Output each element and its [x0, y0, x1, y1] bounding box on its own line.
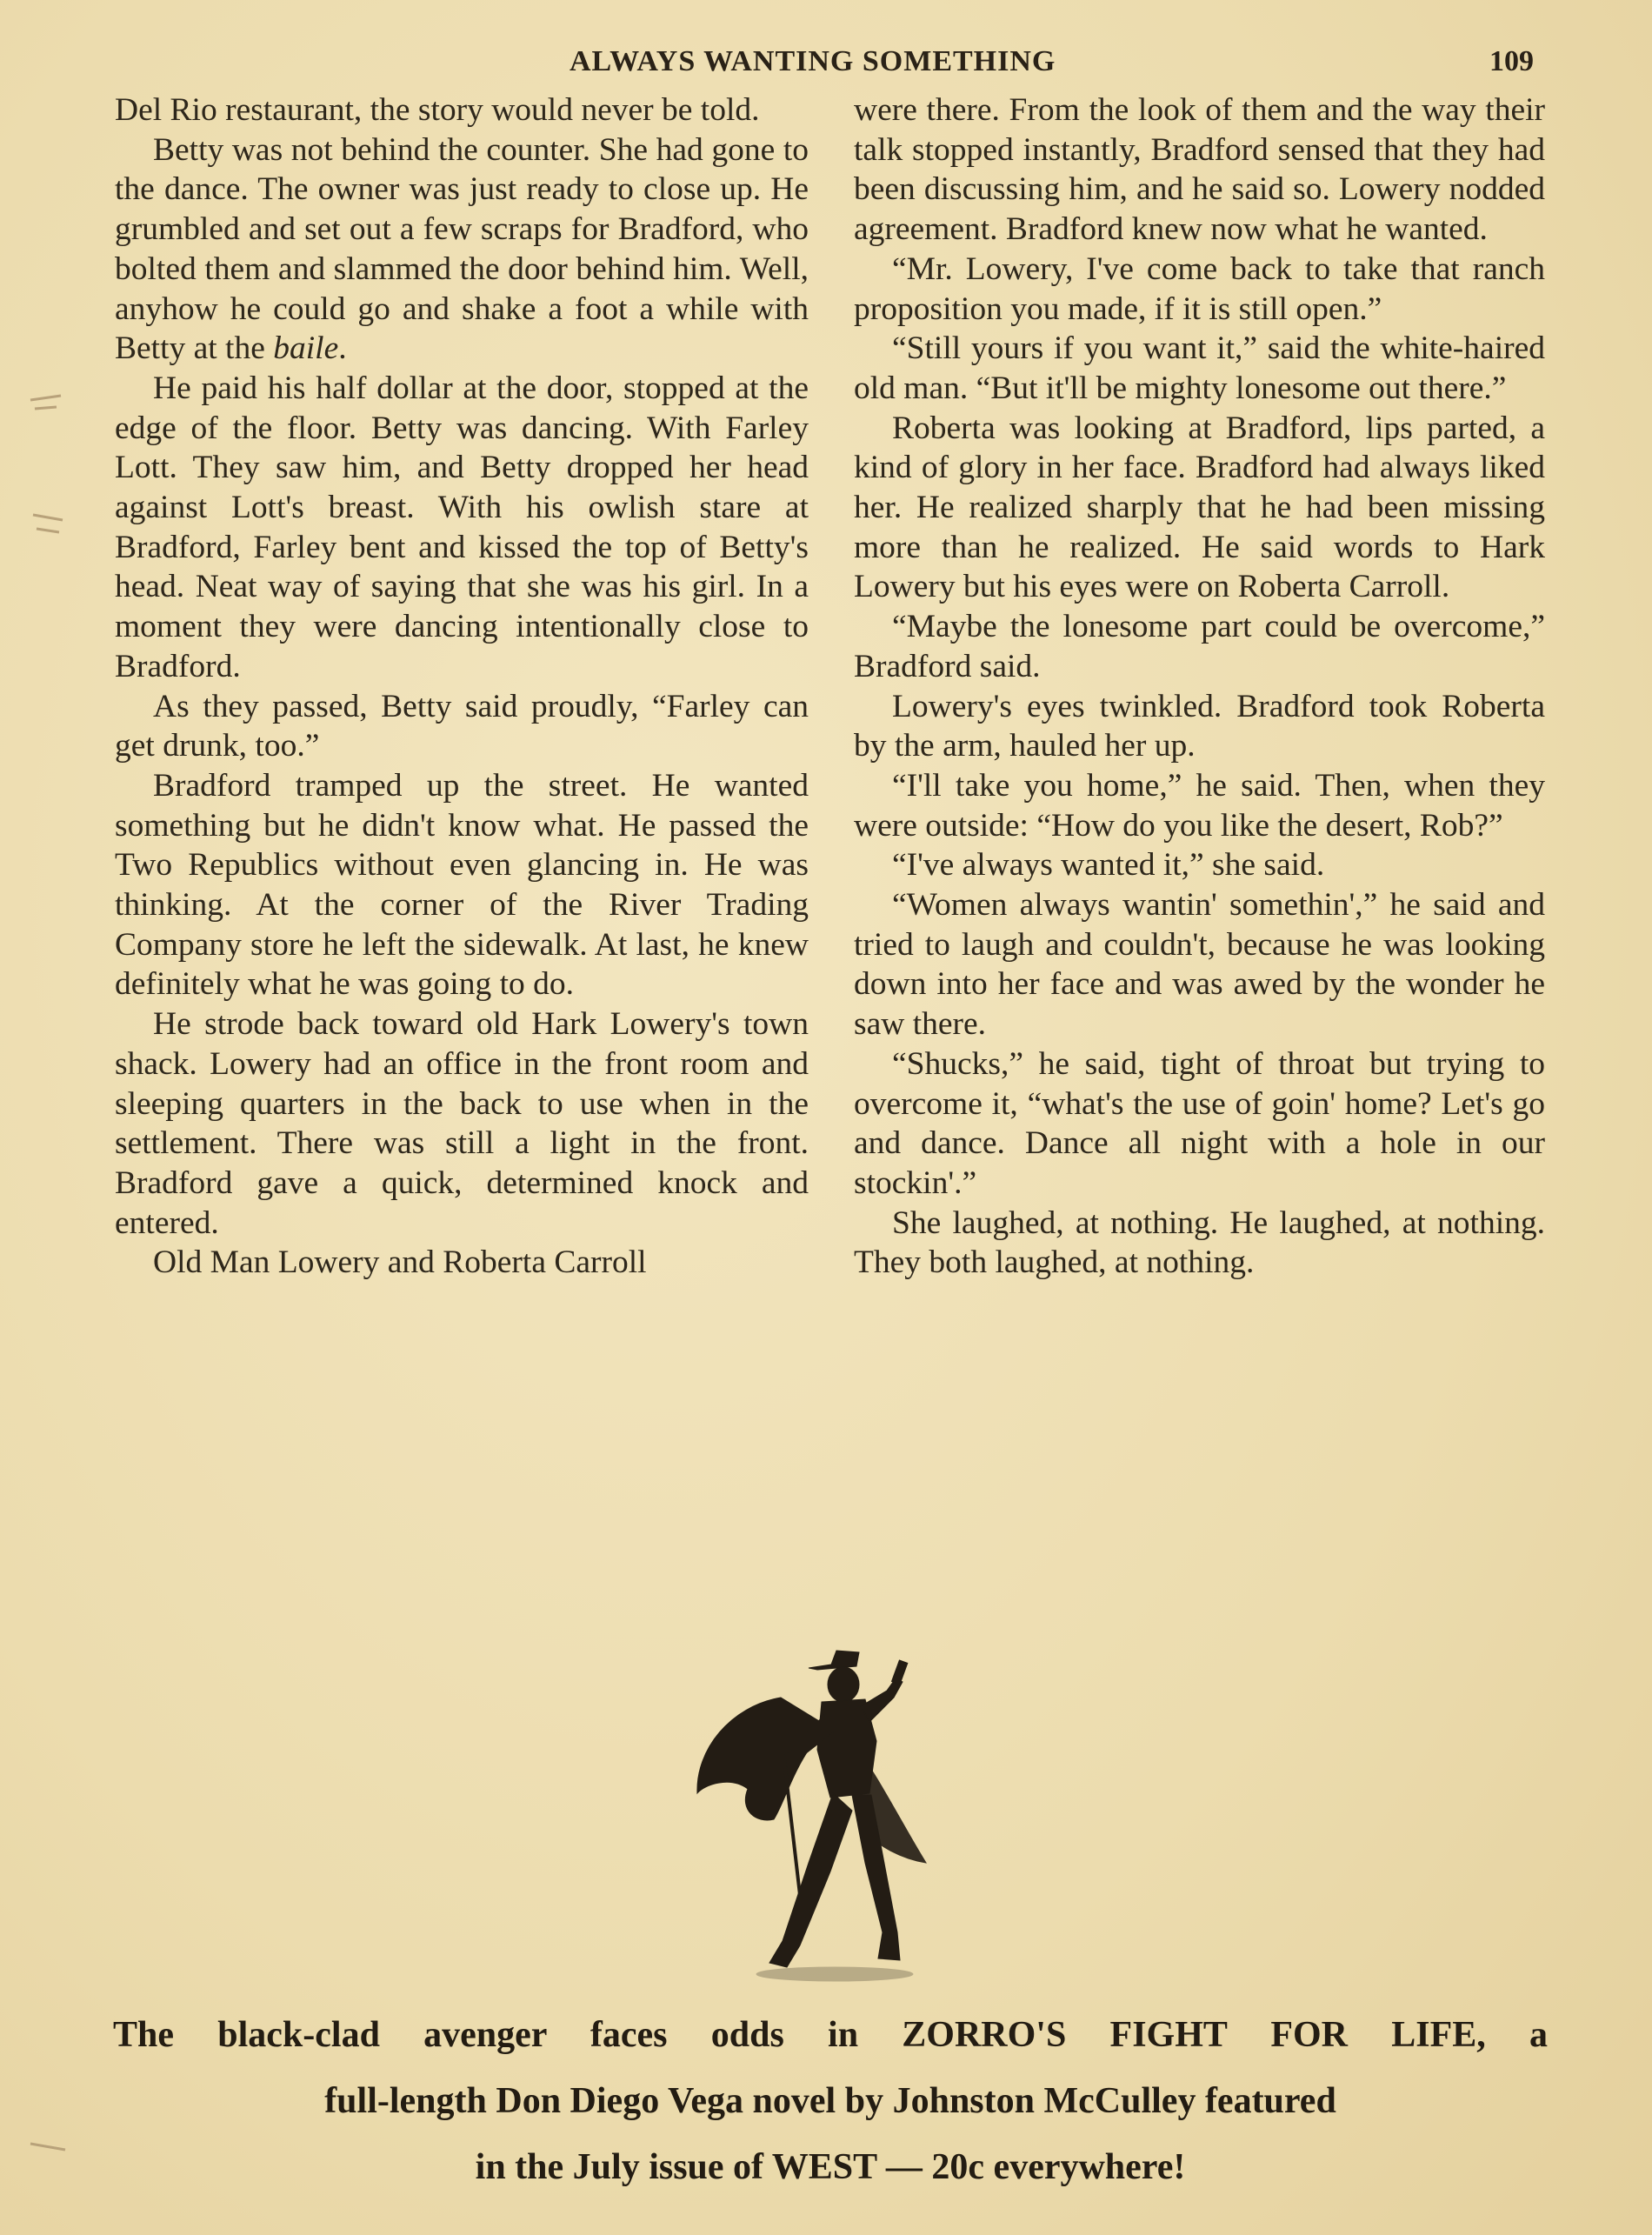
paragraph: Del Rio restaurant, the story would never be told. [115, 92, 760, 128]
page-number: 109 [1489, 45, 1534, 77]
paragraph: “Maybe the lonesome part could be overcome,” Bradford said. [854, 609, 1545, 684]
ad-line: The black-clad avenger faces odds in ZORRO'S FIGHT FOR LIFE, a [113, 2015, 1548, 2055]
paragraph: She laughed, at nothing. He laughed, at nothing. They both laughed, at nothing. [854, 1204, 1545, 1281]
paragraph: “I'll take you home,” he said. Then, when they were outside: “How do you like the desert, Rob?” [854, 767, 1545, 844]
running-title: ALWAYS WANTING SOMETHING [570, 45, 1056, 77]
paragraph: “I've always wanted it,” she said. [892, 847, 1325, 884]
paragraph: He strode back toward old Hark Lowery's town shack. Lowery had an office in the front room and sleeping quarters in the back to use when in the settlement. There was still a light in the front. Bradford gave a quick, determined knock and entered. [115, 1006, 809, 1241]
paragraph: “Shucks,” he said, tight of throat but trying to overcome it, “what's the use of goin' home? Let's go and dance. Dance all night with a hole in our stockin'.” [854, 1045, 1545, 1201]
paragraph: Old Man Lowery and Roberta Carroll [153, 1244, 647, 1281]
paragraph: Bradford tramped up the street. He wanted something but he didn't know what. He passed the Two Republics without even glancing in. He was thinking. At the corner of the River Trading Company store he left the sidewalk. At last, he knew definitely what he was going to do. [115, 767, 809, 1003]
right-column [854, 90, 1545, 1283]
paragraph: “Still yours if you want it,” said the white-haired old man. “But it'll be mighty lonesome out there.” [854, 330, 1545, 406]
paper-damage-mark [26, 383, 78, 417]
ad-line: in the July issue of WEST — 20c everywhere! [475, 2147, 1186, 2187]
advertisement [113, 2002, 1548, 2200]
ad-line: full-length Don Diego Vega novel by Johnston McCulley featured [324, 2081, 1336, 2121]
paragraph: He paid his half dollar at the door, stopped at the edge of the floor. Betty was dancing. With Farley Lott. They saw him, and Betty dropped her head against Lott's breast. With his owlish stare at Bradford, Farley bent and kissed the top of Betty's head. Neat way of saying that she was his girl. In a moment they were dancing intentionally close to Bradford. [115, 370, 809, 684]
paper-damage-mark [26, 504, 78, 539]
paragraph: As they passed, Betty said proudly, “Farley can get drunk, too.” [115, 688, 809, 764]
paragraph: Betty was not behind the counter. She had gone to the dance. The owner was just ready to close up. He grumbled and set out a few scraps for Bradford, who bolted them and slammed the door behind him. Well, anyhow he could go and shake a foot a while with Betty at the baile. [115, 131, 809, 367]
paragraph: Roberta was looking at Bradford, lips parted, a kind of glory in her face. Bradford had always liked her. He realized sharply that he had been missing more than he realized. He said words to Hark Lowery but his eyes were on Roberta Carroll. [854, 410, 1545, 605]
zorro-silhouette-icon [678, 1645, 974, 1993]
left-column [115, 90, 809, 1283]
paragraph: “Women always wantin' somethin',” he said and tried to laugh and couldn't, because he was looking down into her face and was awed by the wonder he saw there. [854, 887, 1545, 1043]
paragraph: were there. From the look of them and the way their talk stopped instantly, Bradford sensed that they had been discussing him, and he said so. Lowery nodded agreement. Bradford knew now what he wanted. [854, 92, 1545, 248]
paragraph: Lowery's eyes twinkled. Bradford took Roberta by the arm, hauled her up. [854, 688, 1545, 764]
paper-damage-mark [26, 2131, 78, 2165]
paragraph: “Mr. Lowery, I've come back to take that ranch proposition you made, if it is still open.” [854, 250, 1545, 327]
page-header [0, 45, 1652, 83]
